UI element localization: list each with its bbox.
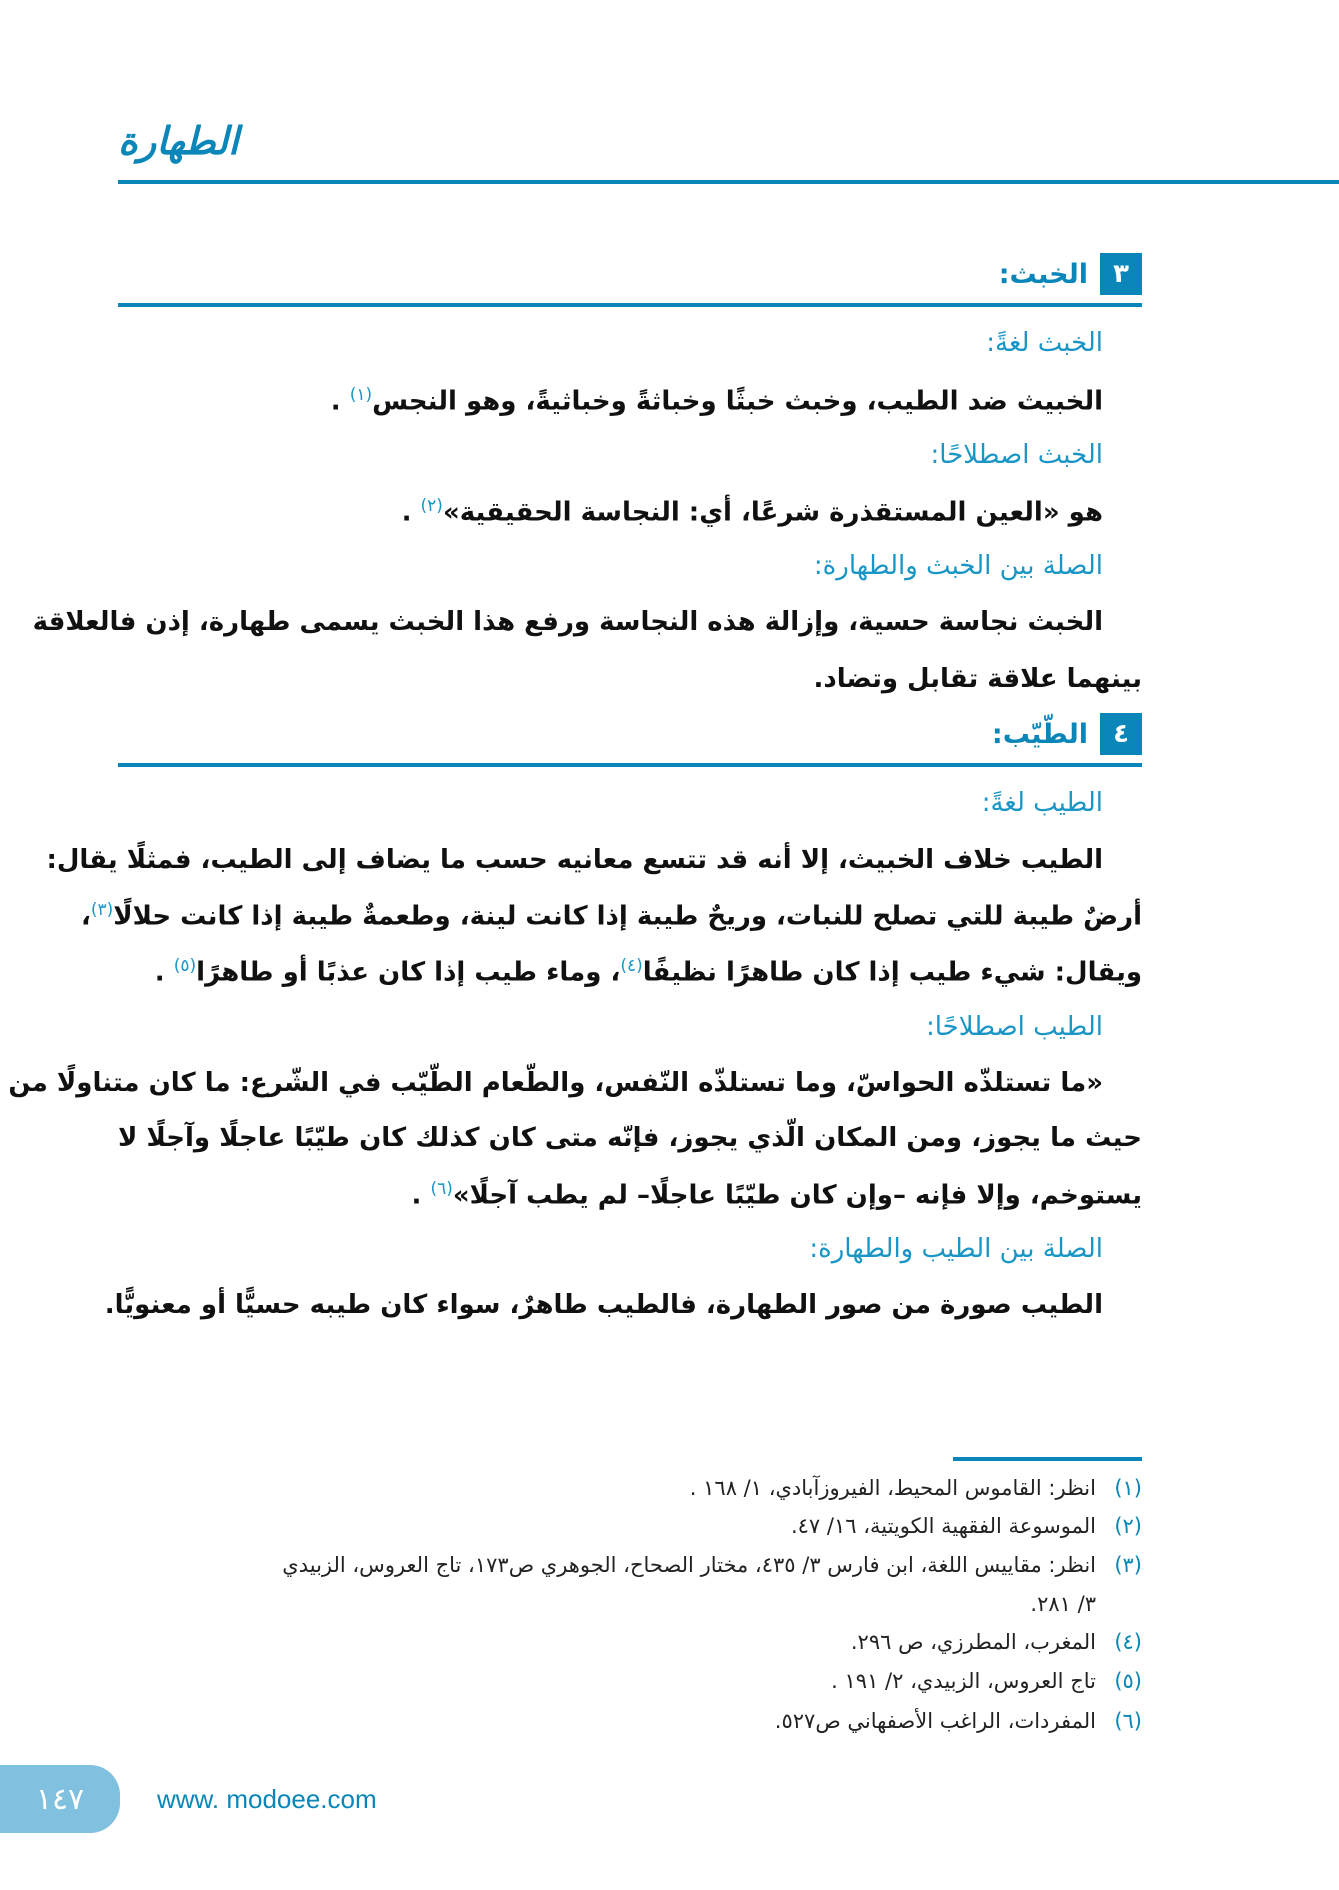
section-heading-4 (992, 713, 1142, 755)
line-text: أرضٌ طيبة للتي تصلح للنبات، وريحٌ طيبة إذا كانت لينة، وطعمةٌ طيبة إذا كانت حلالًا (113, 901, 1142, 932)
footnote-text: المفردات، الراغب الأصفهاني ص٥٢٧. (774, 1709, 1096, 1733)
footnote (118, 1709, 1142, 1733)
footnote-ref[interactable]: (٢) (420, 496, 443, 516)
line-text: الخبيث ضد الطيب، وخبث خبثًا وخباثةً وخباثيةً، وهو النجس (372, 386, 1103, 417)
site-url[interactable]: www. modoee.com (157, 1784, 377, 1814)
body-line (8, 1068, 1142, 1098)
footnote-ref[interactable]: (٣) (90, 900, 114, 920)
section-rule (118, 303, 1142, 307)
footnote (118, 1669, 1142, 1693)
footnote-ref[interactable]: (٤) (620, 956, 643, 976)
line-text: . (401, 497, 421, 528)
line-text: الخبث نجاسة حسية، وإزالة هذه النجاسة ورفع هذا الخبث يسمى طهارة، إذن فالعلاقة (32, 607, 1103, 637)
body-line (32, 607, 1142, 637)
footnote-number: (٤) (1114, 1630, 1142, 1654)
body-line (80, 900, 1142, 932)
subheading: الخبث لغةً: (986, 328, 1103, 358)
subheading: الطيب لغةً: (981, 788, 1103, 818)
line-text: الطيب صورة من صور الطهارة، فالطيب طاهرٌ، سواء كان طيبه حسيًّا أو معنويًّا. (104, 1290, 1103, 1320)
section-title: الخبث: (998, 258, 1088, 290)
section-title: الطّيّب: (991, 718, 1088, 750)
subheading: الصلة بين الطيب والطهارة: (809, 1234, 1103, 1264)
subheading: الطيب اصطلاحًا: (925, 1012, 1103, 1042)
body-line (118, 1179, 1142, 1211)
line-text: يستوخم، وإلا فإنه –وإن كان طيّبًا عاجلًا– لم يطب آجلًا» (452, 1180, 1142, 1211)
footnote (118, 1514, 1142, 1538)
section-heading-3 (999, 253, 1142, 295)
header-rule (118, 180, 1339, 184)
footnote-number: (١) (1114, 1476, 1142, 1500)
section-number: ٣ (1100, 253, 1142, 295)
body-line (118, 664, 1142, 694)
footnote-number: (٢) (1114, 1514, 1142, 1538)
footnote-text: ٣/ ٢٨١. (1030, 1592, 1096, 1616)
body-line (46, 845, 1142, 875)
page-number: ١٤٧ (0, 1765, 120, 1833)
section-rule (118, 763, 1142, 767)
footnote-text: الموسوعة الفقهية الكويتية، ١٦/ ٤٧. (790, 1514, 1096, 1538)
line-text: الطيب خلاف الخبيث، إلا أنه قد تتسع معانيه حسب ما يضاف إلى الطيب، فمثلًا يقال: (46, 845, 1103, 875)
footnote (118, 1592, 1142, 1616)
footnote-text: انظر: مقاييس اللغة، ابن فارس ٣/ ٤٣٥، مختار الصحاح، الجوهري ص١٧٣، تاج العروس، الزبيدي (282, 1553, 1096, 1577)
footnote-number: (٥) (1114, 1669, 1142, 1693)
section-number: ٤ (1100, 713, 1142, 755)
body-line (118, 1123, 1142, 1153)
line-text: . (330, 386, 350, 417)
footnote-text: تاج العروس، الزبيدي، ٢/ ١٩١ . (831, 1669, 1096, 1693)
line-text: «ما تستلذّه الحواسّ، وما تستلذّه النّفس، والطّعام الطّيّب في الشّرع: ما كان متناولًا من (8, 1068, 1103, 1098)
line-text: حيث ما يجوز، ومن المكان الّذي يجوز، فإنّه متى كان كذلك كان طيّبًا عاجلًا وآجلًا لا (118, 1123, 1142, 1153)
footnote (118, 1553, 1142, 1577)
footnote-ref[interactable]: (٦) (430, 1179, 453, 1199)
footnote-ref[interactable]: (٥) (173, 956, 197, 976)
body-line (118, 496, 1142, 528)
footnote-ref[interactable]: (١) (349, 385, 373, 405)
footnote-number: (٣) (1114, 1553, 1142, 1577)
footnote (118, 1476, 1142, 1500)
body-line (104, 1290, 1142, 1320)
footnote-text: انظر: القاموس المحيط، الفيروزآبادي، ١/ ١٦٨ . (689, 1476, 1096, 1500)
subheading: الخبث اصطلاحًا: (930, 440, 1103, 470)
running-title: الطهارة (118, 118, 239, 163)
line-text: ، (80, 901, 91, 932)
subheading: الصلة بين الخبث والطهارة: (813, 551, 1103, 581)
body-line (118, 385, 1142, 417)
line-text: . (154, 957, 174, 988)
body-line (118, 956, 1142, 988)
line-text: بينهما علاقة تقابل وتضاد. (813, 664, 1142, 694)
footnote-text: المغرب، المطرزي، ص ٢٩٦. (850, 1630, 1096, 1654)
footnote (118, 1630, 1142, 1654)
line-text: هو «العين المستقذرة شرعًا، أي: النجاسة الحقيقية» (442, 497, 1103, 528)
footnote-number: (٦) (1114, 1709, 1142, 1733)
line-text: ، وماء طيب إذا كان عذبًا أو طاهرًا (196, 957, 621, 988)
footnote-rule (953, 1457, 1142, 1461)
line-text: ويقال: شيء طيب إذا كان طاهرًا نظيفًا (642, 957, 1142, 988)
line-text: . (411, 1180, 431, 1211)
